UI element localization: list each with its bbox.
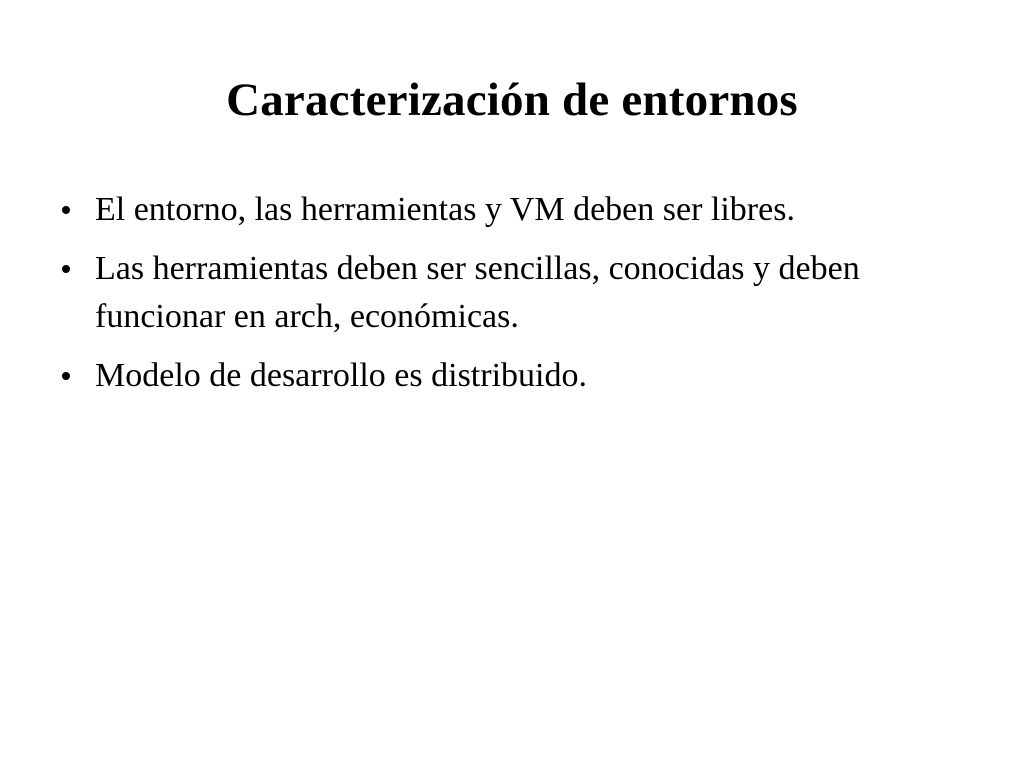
bullet-text: Las herramientas deben ser sencillas, conocidas y deben funcionar en arch, económicas.: [95, 250, 860, 335]
bullet-dot-icon: [62, 265, 70, 273]
bullet-item: [62, 245, 962, 341]
bullet-list: [62, 186, 962, 411]
bullet-item: [62, 352, 962, 400]
bullet-item: [62, 186, 962, 234]
bullet-text: Modelo de desarrollo es distribuido.: [95, 357, 587, 394]
slide-title: Caracterización de entornos: [226, 74, 798, 126]
bullet-dot-icon: [62, 372, 70, 380]
bullet-text: El entorno, las herramientas y VM deben ser libres.: [95, 191, 795, 228]
bullet-dot-icon: [62, 206, 70, 214]
